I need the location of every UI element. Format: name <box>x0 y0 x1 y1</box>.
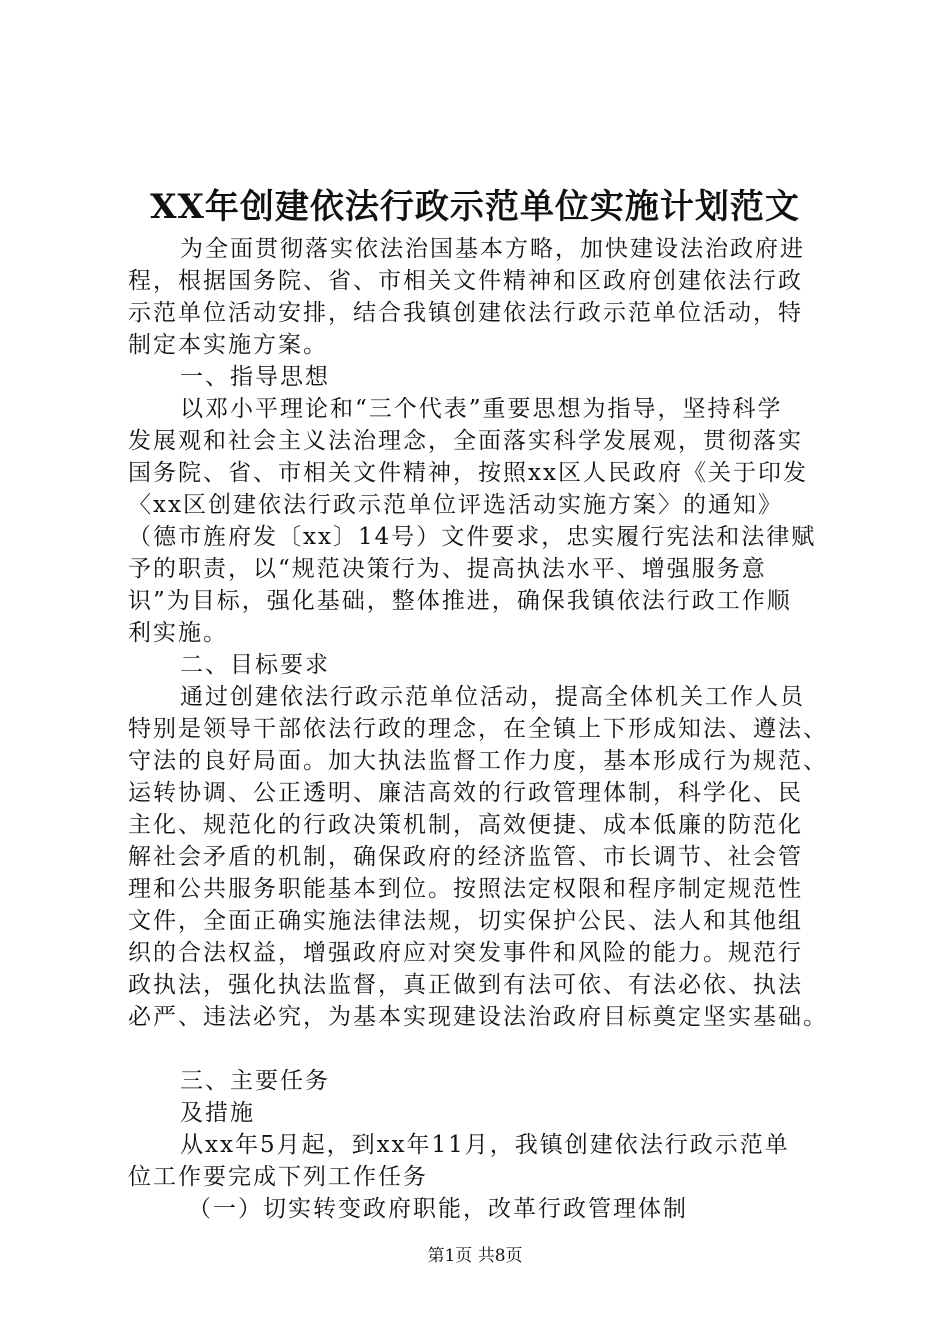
paragraph-line: 政执法，强化执法监督，真正做到有法可依、有法必依、执法 <box>128 972 803 998</box>
section-heading-continued: 及措施 <box>180 1100 255 1126</box>
document-title: XX年创建依法行政示范单位实施计划范文 <box>150 187 800 227</box>
paragraph-line: 必严、违法必究，为基本实现建设法治政府目标奠定坚实基础。 <box>128 1004 828 1030</box>
paragraph-line: 国务院、省、市相关文件精神，按照xx区人民政府《关于印发 <box>128 460 808 486</box>
paragraph-line: 示范单位活动安排，结合我镇创建依法行政示范单位活动，特 <box>128 300 803 326</box>
paragraph-line: 主化、规范化的行政决策机制，高效便捷、成本低廉的防范化 <box>128 812 803 838</box>
document-body <box>128 233 853 1225</box>
paragraph-line: 发展观和社会主义法治理念，全面落实科学发展观，贯彻落实 <box>128 428 803 454</box>
paragraph-line: 织的合法权益，增强政府应对突发事件和风险的能力。规范行 <box>128 940 803 966</box>
paragraph-line: 以邓小平理论和“三个代表”重要思想为指导，坚持科学 <box>180 396 783 422</box>
paragraph-gap <box>128 1033 853 1065</box>
paragraph-line: （德市旌府发〔xx〕14号）文件要求，忠实履行宪法和法律赋 <box>128 524 817 550</box>
paragraph-line: 从xx年5月起，到xx年11月，我镇创建依法行政示范单 <box>180 1132 790 1158</box>
paragraph-line: 解社会矛盾的机制，确保政府的经济监管、市长调节、社会管 <box>128 844 803 870</box>
paragraph-line: 利实施。 <box>128 620 228 646</box>
subsection-heading: （一）切实转变政府职能，改革行政管理体制 <box>188 1196 688 1222</box>
paragraph-line: 予的职责，以“规范决策行为、提高执法水平、增强服务意 <box>128 556 767 582</box>
paragraph-line: 文件，全面正确实施法律法规，切实保护公民、法人和其他组 <box>128 908 803 934</box>
paragraph-line: 制定本实施方案。 <box>128 332 328 358</box>
section-heading: 一、指导思想 <box>180 364 330 390</box>
paragraph-line: 位工作要完成下列工作任务 <box>128 1164 428 1190</box>
paragraph-line: 理和公共服务职能基本到位。按照法定权限和程序制定规范性 <box>128 876 803 902</box>
section-heading: 三、主要任务 <box>180 1068 330 1094</box>
paragraph-line: 守法的良好局面。加大执法监督工作力度，基本形成行为规范、 <box>128 748 828 774</box>
paragraph-line: 通过创建依法行政示范单位活动，提高全体机关工作人员 <box>180 684 805 710</box>
paragraph-line: 特别是领导干部依法行政的理念，在全镇上下形成知法、遵法、 <box>128 716 828 742</box>
paragraph-line: 运转协调、公正透明、廉洁高效的行政管理体制，科学化、民 <box>128 780 803 806</box>
section-heading: 二、目标要求 <box>180 652 330 678</box>
paragraph-line: 识”为目标，强化基础，整体推进，确保我镇依法行政工作顺 <box>128 588 792 614</box>
page-footer: 第1页 共8页 <box>427 1246 523 1266</box>
paragraph-line: 〈xx区创建依法行政示范单位评选活动实施方案〉的通知》 <box>128 492 783 518</box>
paragraph-line: 为全面贯彻落实依法治国基本方略，加快建设法治政府进 <box>180 236 805 262</box>
paragraph-line: 程，根据国务院、省、市相关文件精神和区政府创建依法行政 <box>128 268 803 294</box>
